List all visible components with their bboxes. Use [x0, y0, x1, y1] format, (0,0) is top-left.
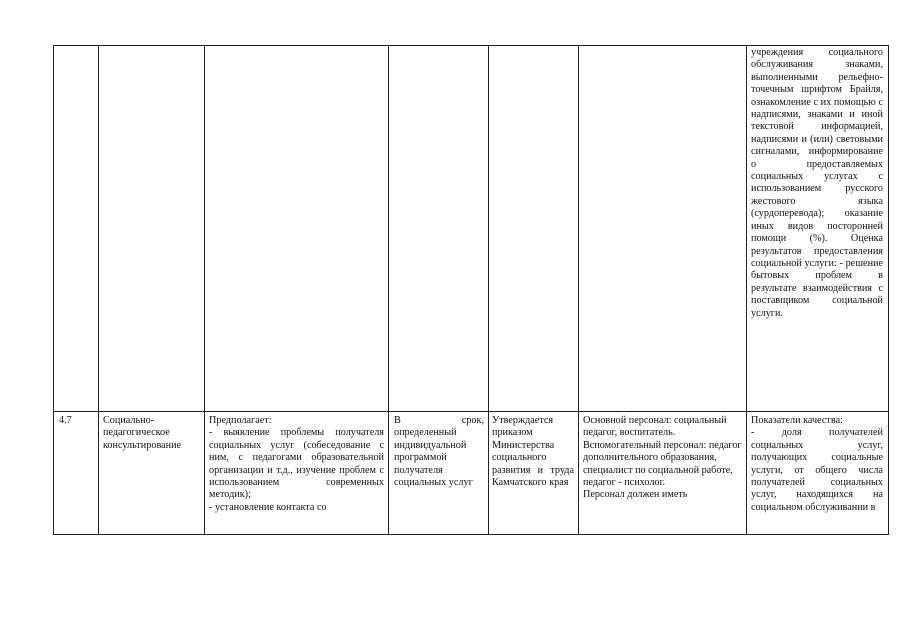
service-content-heading: Предполагает:	[209, 415, 272, 426]
service-term: В срок, определенный индивидуальной программой получателя социальных услуг	[394, 415, 484, 489]
service-content-item: - установление контакта со	[209, 501, 327, 513]
column-divider	[388, 46, 389, 534]
column-divider	[578, 46, 579, 534]
service-staff	[583, 415, 743, 535]
column-divider	[204, 46, 205, 534]
column-divider	[746, 46, 747, 534]
service-name: Социально-педагогическое консультирование	[103, 415, 182, 451]
column-divider	[98, 46, 99, 534]
service-content	[209, 415, 384, 535]
quality-indicators-continued-text: учреждения социального обслуживания знаками, выполненными рельефно-точечным шрифтом Брайля, ознакомление с их помощью с надписями, знаками и иной текстовой информацией, надписями и (или) световыми сигналами, информирование о предоставляемых социальных услугах с использованием русского жестового языка (сурдоперевода); оказание иных видов посторонней помощи (%). Оценка результатов предоставления социальной услуги: - решение бытовых проблем в результате взаимодействия с поставщиком социальной услуги.	[751, 47, 883, 319]
quality-heading: Показатели качества:	[751, 415, 843, 426]
quality-item: - доля получателей социальных услуг, получающих социальные услуги, от общего числа получателей социальных услуг, находящихся на социальном обслуживании в	[751, 427, 883, 513]
staff-requirements: Персонал должен иметь	[583, 489, 688, 501]
staff-main: Основной персонал: социальный педагог, воспитатель.	[583, 415, 727, 439]
row-number: 4.7	[59, 415, 72, 426]
column-divider	[488, 46, 489, 534]
services-table	[53, 45, 889, 535]
service-content-item: - выявление проблемы получателя социальных услуг (собеседование с ним, с педагогами образовательной организации и т.д., изучение проблем с использованием современных методик);	[209, 427, 384, 501]
quality-indicators	[751, 415, 883, 535]
row-divider	[54, 411, 888, 412]
quality-indicators-continued	[751, 47, 883, 407]
service-tariff: Утверждается приказом Министерства социального развития и труда Камчатского края	[492, 415, 574, 489]
staff-auxiliary: Вспомогательный персонал: педагог дополнительного образования, специалист по социальной работе, педагог - психолог.	[583, 439, 742, 489]
